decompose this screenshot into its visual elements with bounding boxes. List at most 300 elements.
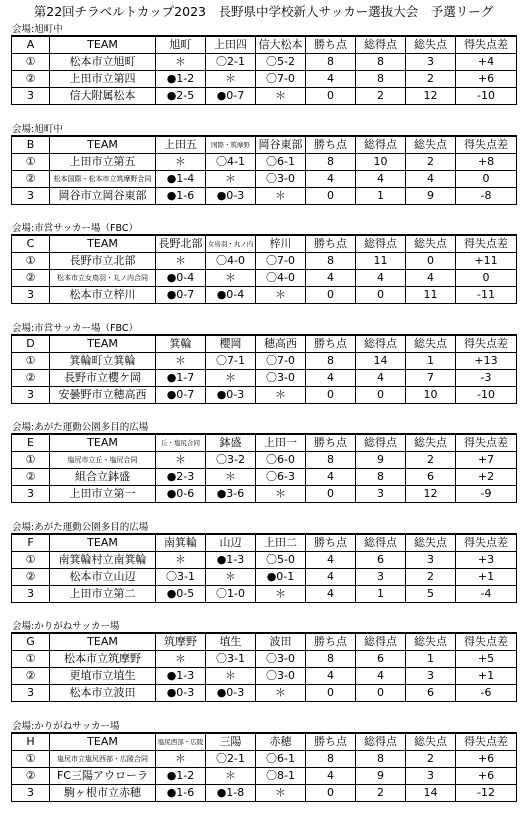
points-cell: 8 [306,253,356,270]
standings-table [11,433,517,503]
self-match-cell: ＊ [156,452,206,469]
header-opponent: 上田二 [256,534,306,552]
goals-against-cell: 12 [406,486,456,503]
result-cell: 〇3-0 [256,170,306,187]
goals-against-cell: 7 [406,369,456,386]
header-opponent: 山辺 [206,534,256,552]
header-stat: 総失点 [406,534,456,552]
venue-label: 会場:かりがねサッカー場 [12,621,120,632]
team-name: 松本市立女鳥羽・丸ノ内合同 [50,270,156,287]
team-row [12,685,517,702]
header-team: TEAM [50,335,156,353]
goals-against-cell: 12 [406,88,456,105]
header-row [12,633,517,651]
header-row [12,235,517,253]
group-g [0,618,527,708]
result-cell: ●0-3 [206,386,256,403]
team-row [12,551,517,568]
team-name: 岡谷市立岡谷東部 [50,187,156,204]
goals-for-cell: 0 [356,685,406,702]
header-opponent: 上田四 [206,36,256,54]
standings-table [11,632,517,702]
team-row [12,585,517,602]
header-stat: 総失点 [406,335,456,353]
header-stat: 勝ち点 [306,733,356,751]
goals-against-cell: 3 [406,668,456,685]
points-cell: 8 [306,153,356,170]
team-name: 上田市立第四 [50,71,156,88]
goals-against-cell: 6 [406,685,456,702]
points-cell: 8 [306,750,356,767]
team-name: 上田市立第一 [50,486,156,503]
goals-against-cell: 1 [406,352,456,369]
result-cell: 〇7-0 [256,352,306,369]
goals-for-cell: 10 [356,153,406,170]
header-stat: 総失点 [406,633,456,651]
goals-against-cell: 10 [406,386,456,403]
header-opponent: 筑摩野 [156,633,206,651]
points-cell: 4 [306,71,356,88]
team-name: 駒ヶ根市立赤穂 [50,784,156,801]
page-title: 第22回チラベルトカップ2023 長野県中学校新人サッカー選抜大会 予選リーグ [33,4,494,19]
points-cell: 8 [306,54,356,71]
team-row [12,153,517,170]
team-row [12,651,517,668]
standings-table [11,732,517,802]
header-row [12,335,517,353]
result-cell: ●1-2 [156,767,206,784]
rank-cell: ② [12,270,50,287]
points-cell: 0 [306,88,356,105]
header-opponent: 波田 [256,633,306,651]
result-cell: ●0-1 [256,568,306,585]
header-stat: 勝ち点 [306,434,356,452]
standings-table [11,334,517,404]
result-cell: 〇3-1 [156,568,206,585]
header-stat: 勝ち点 [306,534,356,552]
result-cell: ●0-7 [156,287,206,304]
result-cell: 〇7-0 [256,71,306,88]
header-stat: 得失点差 [456,235,517,253]
header-opponent: 櫻岡 [206,335,256,353]
result-cell: ●0-4 [156,270,206,287]
venue-label: 会場:あがた運動公園多目的広場 [12,521,149,533]
result-cell: 〇6-0 [256,452,306,469]
rank-cell: ① [12,153,50,170]
team-name: 信大附属松本 [50,88,156,105]
header-opponent: 南箕輪 [156,534,206,552]
team-name: 長野市立櫻ケ岡 [50,369,156,386]
self-match-cell: ＊ [206,369,256,386]
header-stat: 総失点 [406,434,456,452]
result-cell: 〇3-1 [206,651,256,668]
self-match-cell: ＊ [256,685,306,702]
header-team: TEAM [50,235,156,253]
goal-diff-cell: +7 [456,452,517,469]
group-letter: A [12,36,50,54]
header-stat: 勝ち点 [306,335,356,353]
group-letter: B [12,136,50,154]
team-row [12,568,517,585]
goals-for-cell: 6 [356,551,406,568]
team-row [12,253,517,270]
self-match-cell: ＊ [156,651,206,668]
goals-for-cell: 0 [356,287,406,304]
goal-diff-cell: -9 [456,486,517,503]
venue-label: 会場:市営サッカー場（FBC） [12,223,138,234]
result-cell: 〇6-3 [256,469,306,486]
header-row [12,136,517,154]
header-stat: 総失点 [406,36,456,54]
points-cell: 4 [306,170,356,187]
goals-for-cell: 2 [356,784,406,801]
result-cell: ●1-2 [156,71,206,88]
points-cell: 0 [306,386,356,403]
self-match-cell: ＊ [156,750,206,767]
rank-cell: 3 [12,486,50,503]
self-match-cell: ＊ [206,568,256,585]
points-cell: 8 [306,452,356,469]
rank-cell: ② [12,568,50,585]
self-match-cell: ＊ [256,784,306,801]
result-cell: ●0-3 [206,187,256,204]
result-cell: ●1-8 [206,784,256,801]
rank-cell: ① [12,551,50,568]
goals-for-cell: 4 [356,668,406,685]
goal-diff-cell: 0 [456,270,517,287]
goal-diff-cell: +4 [456,54,517,71]
points-cell: 8 [306,651,356,668]
group-c [0,220,527,310]
header-stat: 勝ち点 [306,36,356,54]
rank-cell: 3 [12,685,50,702]
result-cell: 〇3-0 [256,651,306,668]
goals-for-cell: 8 [356,469,406,486]
self-match-cell: ＊ [256,386,306,403]
team-name: 安曇野市立穂高西 [50,386,156,403]
goals-for-cell: 1 [356,585,406,602]
header-row [12,733,517,751]
team-name: 松本市立筑摩野 [50,651,156,668]
header-opponent: 女鳥羽・丸ノ内 [206,235,256,253]
venue-label: 会場:市営サッカー場（FBC） [12,322,138,334]
group-letter: G [12,633,50,651]
result-cell: ●1-7 [156,369,206,386]
points-cell: 4 [306,568,356,585]
goals-for-cell: 9 [356,767,406,784]
group-h [0,718,527,808]
header-row [12,534,517,552]
self-match-cell: ＊ [206,469,256,486]
header-stat: 得失点差 [456,335,517,353]
team-row [12,386,517,403]
points-cell: 4 [306,767,356,784]
goal-diff-cell: +8 [456,153,517,170]
rank-cell: 3 [12,287,50,304]
team-name: 更埴市立埴生 [50,668,156,685]
header-stat: 総得点 [356,136,406,154]
result-cell: ●0-7 [206,88,256,105]
header-opponent: 旭町 [156,36,206,54]
result-cell: ●3-6 [206,486,256,503]
group-f [0,519,527,609]
self-match-cell: ＊ [206,767,256,784]
header-stat: 総得点 [356,434,406,452]
result-cell: 〇3-0 [256,668,306,685]
header-opponent: 三陽 [206,733,256,751]
team-row [12,352,517,369]
group-letter: E [12,434,50,452]
team-name: 松本市立山辺 [50,568,156,585]
header-team: TEAM [50,136,156,154]
header-opponent: 上田一 [256,434,306,452]
rank-cell: ② [12,668,50,685]
result-cell: 〇3-0 [256,369,306,386]
goals-for-cell: 2 [356,88,406,105]
header-stat: 総失点 [406,733,456,751]
header-opponent: 国際・筑摩野 [206,136,256,154]
self-match-cell: ＊ [256,585,306,602]
header-stat: 総失点 [406,136,456,154]
header-stat: 得失点差 [456,534,517,552]
goals-against-cell: 6 [406,469,456,486]
group-e [0,419,527,509]
rank-cell: ② [12,170,50,187]
team-row [12,187,517,204]
goal-diff-cell: +1 [456,668,517,685]
rank-cell: ① [12,750,50,767]
result-cell: 〇8-1 [256,767,306,784]
goals-against-cell: 4 [406,270,456,287]
rank-cell: ② [12,469,50,486]
points-cell: 0 [306,187,356,204]
team-name: 松本市立旭町 [50,54,156,71]
header-team: TEAM [50,534,156,552]
result-cell: 〇7-0 [256,253,306,270]
goals-for-cell: 3 [356,486,406,503]
header-opponent: 丘・塩尻合同 [156,434,206,452]
team-row [12,469,517,486]
goal-diff-cell: -11 [456,287,517,304]
header-stat: 総得点 [356,733,406,751]
team-row [12,270,517,287]
venue-label: 会場:かりがねサッカー場 [12,720,120,732]
result-cell: 〇4-0 [256,270,306,287]
points-cell: 0 [306,685,356,702]
result-cell: 〇2-1 [206,54,256,71]
standings-table [11,135,517,205]
result-cell: 〇5-2 [256,54,306,71]
goals-against-cell: 2 [406,153,456,170]
self-match-cell: ＊ [156,54,206,71]
goals-against-cell: 3 [406,54,456,71]
result-cell: 〇4-0 [206,253,256,270]
self-match-cell: ＊ [206,668,256,685]
goal-diff-cell: -10 [456,88,517,105]
team-name: 松本国際・松本市立筑摩野合同 [50,170,156,187]
self-match-cell: ＊ [206,71,256,88]
header-opponent: 赤穂 [256,733,306,751]
header-stat: 総得点 [356,633,406,651]
goal-diff-cell: 0 [456,170,517,187]
group-a [0,21,527,111]
result-cell: ●1-6 [156,187,206,204]
team-row [12,784,517,801]
venue-label: 会場:旭町中 [12,24,63,35]
goals-for-cell: 1 [356,187,406,204]
goals-for-cell: 11 [356,253,406,270]
team-name: 長野市立北部 [50,253,156,270]
self-match-cell: ＊ [256,287,306,304]
points-cell: 4 [306,585,356,602]
goal-diff-cell: -8 [456,187,517,204]
team-name: FC三陽アウローラ [50,767,156,784]
venue-label: 会場:旭町中 [12,123,63,135]
goal-diff-cell: +1 [456,568,517,585]
goals-for-cell: 6 [356,651,406,668]
rank-cell: ① [12,253,50,270]
standings-table [11,234,517,304]
rank-cell: ② [12,767,50,784]
goals-for-cell: 4 [356,369,406,386]
goals-for-cell: 4 [356,170,406,187]
team-name: 箕輪町立箕輪 [50,352,156,369]
goal-diff-cell: -12 [456,784,517,801]
points-cell: 0 [306,486,356,503]
self-match-cell: ＊ [256,486,306,503]
result-cell: ●0-7 [156,386,206,403]
result-cell: 〇1-0 [206,585,256,602]
rank-cell: 3 [12,585,50,602]
points-cell: 4 [306,469,356,486]
header-opponent: 箕輪 [156,335,206,353]
team-row [12,88,517,105]
header-stat: 総得点 [356,235,406,253]
self-match-cell: ＊ [156,352,206,369]
goals-against-cell: 11 [406,287,456,304]
header-opponent: 梓川 [256,235,306,253]
goals-against-cell: 2 [406,452,456,469]
header-stat: 得失点差 [456,434,517,452]
header-stat: 勝ち点 [306,136,356,154]
goal-diff-cell: -10 [456,386,517,403]
header-team: TEAM [50,633,156,651]
rank-cell: ② [12,369,50,386]
header-opponent: 信大松本 [256,36,306,54]
result-cell: 〇3-2 [206,452,256,469]
rank-cell: ① [12,352,50,369]
header-stat: 総得点 [356,335,406,353]
header-team: TEAM [50,733,156,751]
group-letter: H [12,733,50,751]
team-row [12,668,517,685]
points-cell: 8 [306,352,356,369]
goals-against-cell: 1 [406,651,456,668]
result-cell: 〇5-0 [256,551,306,568]
result-cell: 〇2-1 [206,750,256,767]
result-cell: 〇4-1 [206,153,256,170]
rank-cell: ② [12,71,50,88]
header-opponent: 上田五 [156,136,206,154]
points-cell: 4 [306,369,356,386]
team-row [12,750,517,767]
rank-cell: ① [12,452,50,469]
header-stat: 勝ち点 [306,235,356,253]
header-stat: 総得点 [356,534,406,552]
team-row [12,287,517,304]
group-b [0,121,527,211]
group-letter: D [12,335,50,353]
standings-table [11,533,517,603]
header-stat: 得失点差 [456,733,517,751]
header-stat: 得失点差 [456,36,517,54]
group-letter: C [12,235,50,253]
goals-against-cell: 9 [406,187,456,204]
goals-for-cell: 9 [356,452,406,469]
header-opponent: 鉢盛 [206,434,256,452]
result-cell: ●0-3 [206,685,256,702]
goals-against-cell: 0 [406,253,456,270]
result-cell: 〇7-1 [206,352,256,369]
header-opponent: 埴生 [206,633,256,651]
goal-diff-cell: +3 [456,551,517,568]
goal-diff-cell: +11 [456,253,517,270]
team-row [12,71,517,88]
goals-for-cell: 4 [356,270,406,287]
goal-diff-cell: +6 [456,71,517,88]
goals-against-cell: 2 [406,750,456,767]
goal-diff-cell: +13 [456,352,517,369]
goal-diff-cell: -6 [456,685,517,702]
result-cell: ●2-3 [156,469,206,486]
goals-for-cell: 8 [356,750,406,767]
header-opponent: 岡谷東部 [256,136,306,154]
team-row [12,170,517,187]
team-row [12,486,517,503]
goal-diff-cell: -3 [456,369,517,386]
self-match-cell: ＊ [156,253,206,270]
rank-cell: 3 [12,88,50,105]
result-cell: ●1-6 [156,784,206,801]
self-match-cell: ＊ [206,170,256,187]
result-cell: ●1-4 [156,170,206,187]
header-team: TEAM [50,434,156,452]
goals-for-cell: 3 [356,568,406,585]
header-opponent: 長野北部 [156,235,206,253]
self-match-cell: ＊ [206,270,256,287]
header-stat: 得失点差 [456,633,517,651]
self-match-cell: ＊ [156,551,206,568]
goal-diff-cell: +2 [456,469,517,486]
goals-against-cell: 3 [406,551,456,568]
goal-diff-cell: +6 [456,750,517,767]
team-name: 塩尻市立塩尻西部・広陵合同 [50,750,156,767]
header-stat: 勝ち点 [306,633,356,651]
rank-cell: 3 [12,386,50,403]
points-cell: 4 [306,270,356,287]
points-cell: 4 [306,668,356,685]
goal-diff-cell: -4 [456,585,517,602]
team-name: 組合立鉢盛 [50,469,156,486]
goals-against-cell: 2 [406,71,456,88]
team-name: 松本市立波田 [50,685,156,702]
header-row [12,36,517,54]
self-match-cell: ＊ [256,187,306,204]
header-opponent: 穂高西 [256,335,306,353]
team-name: 松本市立梓川 [50,287,156,304]
goals-for-cell: 0 [356,386,406,403]
standings-table [11,35,517,105]
